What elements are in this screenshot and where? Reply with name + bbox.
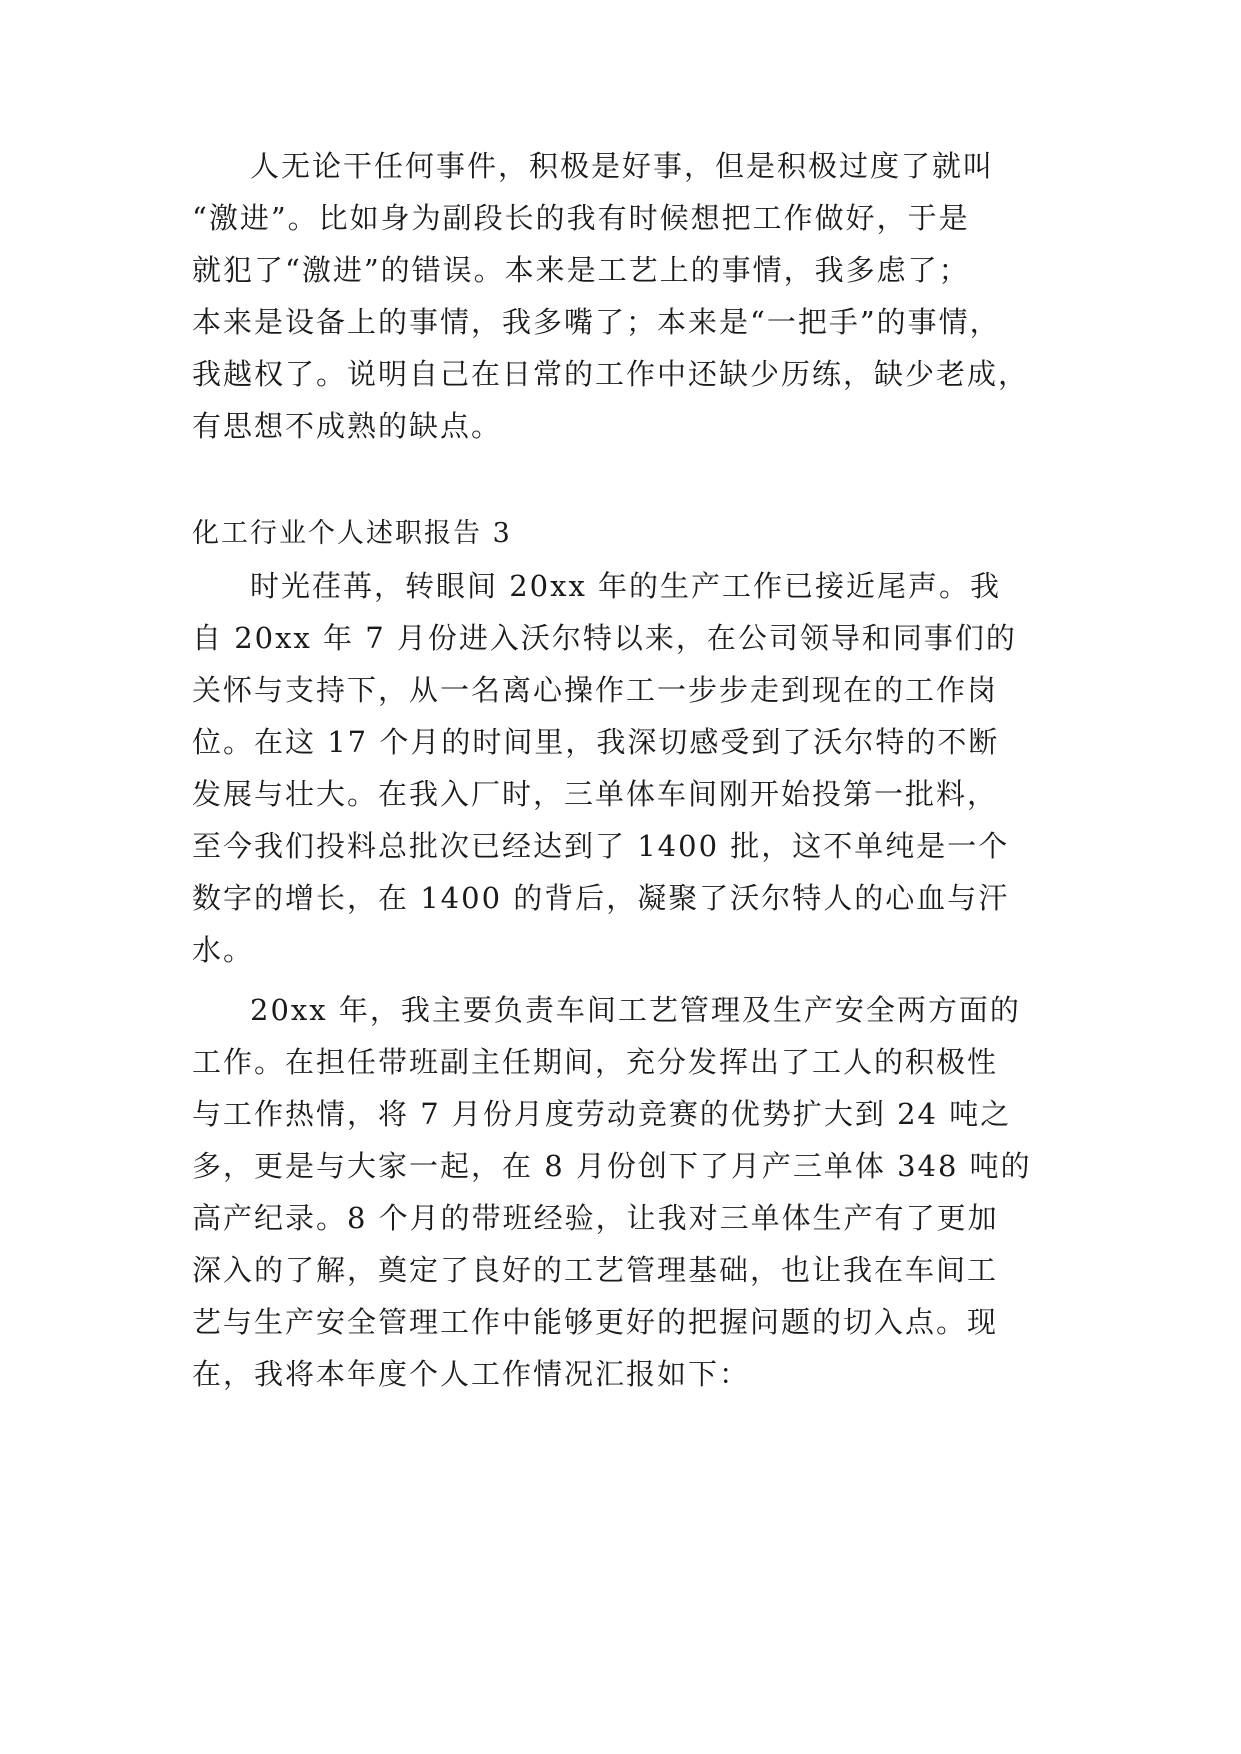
paragraph-line: 本来是设备上的事情，我多嘴了；本来是“一把手”的事情，	[192, 305, 1001, 339]
paragraph-line: 有思想不成熟的缺点。	[192, 409, 503, 443]
paragraph-line: “激进”。比如身为副段长的我有时候想把工作做好，于是	[192, 201, 970, 235]
paragraph-line: 人无论干任何事件，积极是好事，但是积极过度了就叫	[250, 149, 995, 183]
paragraph-line: 位。在这 17 个月的时间里，我深切感受到了沃尔特的不断	[192, 725, 1000, 759]
paragraph-line: 发展与壮大。在我入厂时，三单体车间刚开始投第一批料，	[192, 777, 999, 811]
paragraph-line: 工作。在担任带班副主任期间，充分发挥出了工人的积极性	[192, 1045, 999, 1079]
paragraph-line: 水。	[192, 933, 255, 967]
paragraph-line: 在，我将本年度个人工作情况汇报如下：	[192, 1357, 751, 1391]
section-heading: 化工行业个人述职报告 3	[192, 518, 512, 549]
paragraph-line: 数字的增长，在 1400 的背后，凝聚了沃尔特人的心血与汗	[192, 881, 1010, 915]
paragraph-line: 艺与生产安全管理工作中能够更好的把握问题的切入点。现	[192, 1305, 999, 1339]
paragraph-line: 自 20xx 年 7 月份进入沃尔特以来，在公司领导和同事们的	[192, 621, 1017, 655]
paragraph-line: 时光荏苒，转眼间 20xx 年的生产工作已接近尾声。我	[250, 569, 1002, 603]
paragraph-line: 就犯了“激进”的错误。本来是工艺上的事情，我多虑了；	[192, 253, 970, 287]
paragraph-line: 20xx 年，我主要负责车间工艺管理及生产安全两方面的	[250, 993, 1021, 1027]
paragraph-line: 与工作热情，将 7 月份月度劳动竞赛的优势扩大到 24 吨之	[192, 1097, 1012, 1131]
paragraph-line: 多，更是与大家一起，在 8 月份创下了月产三单体 348 吨的	[192, 1149, 1032, 1183]
paragraph-line: 我越权了。说明自己在日常的工作中还缺少历练，缺少老成，	[192, 357, 1030, 391]
paragraph-line: 高产纪录。8 个月的带班经验，让我对三单体生产有了更加	[192, 1201, 999, 1235]
paragraph-line: 至今我们投料总批次已经达到了 1400 批，这不单纯是一个	[192, 829, 1010, 863]
paragraph-line: 深入的了解，奠定了良好的工艺管理基础，也让我在车间工	[192, 1253, 999, 1287]
paragraph-line: 关怀与支持下，从一名离心操作工一步步走到现在的工作岗	[192, 673, 999, 707]
